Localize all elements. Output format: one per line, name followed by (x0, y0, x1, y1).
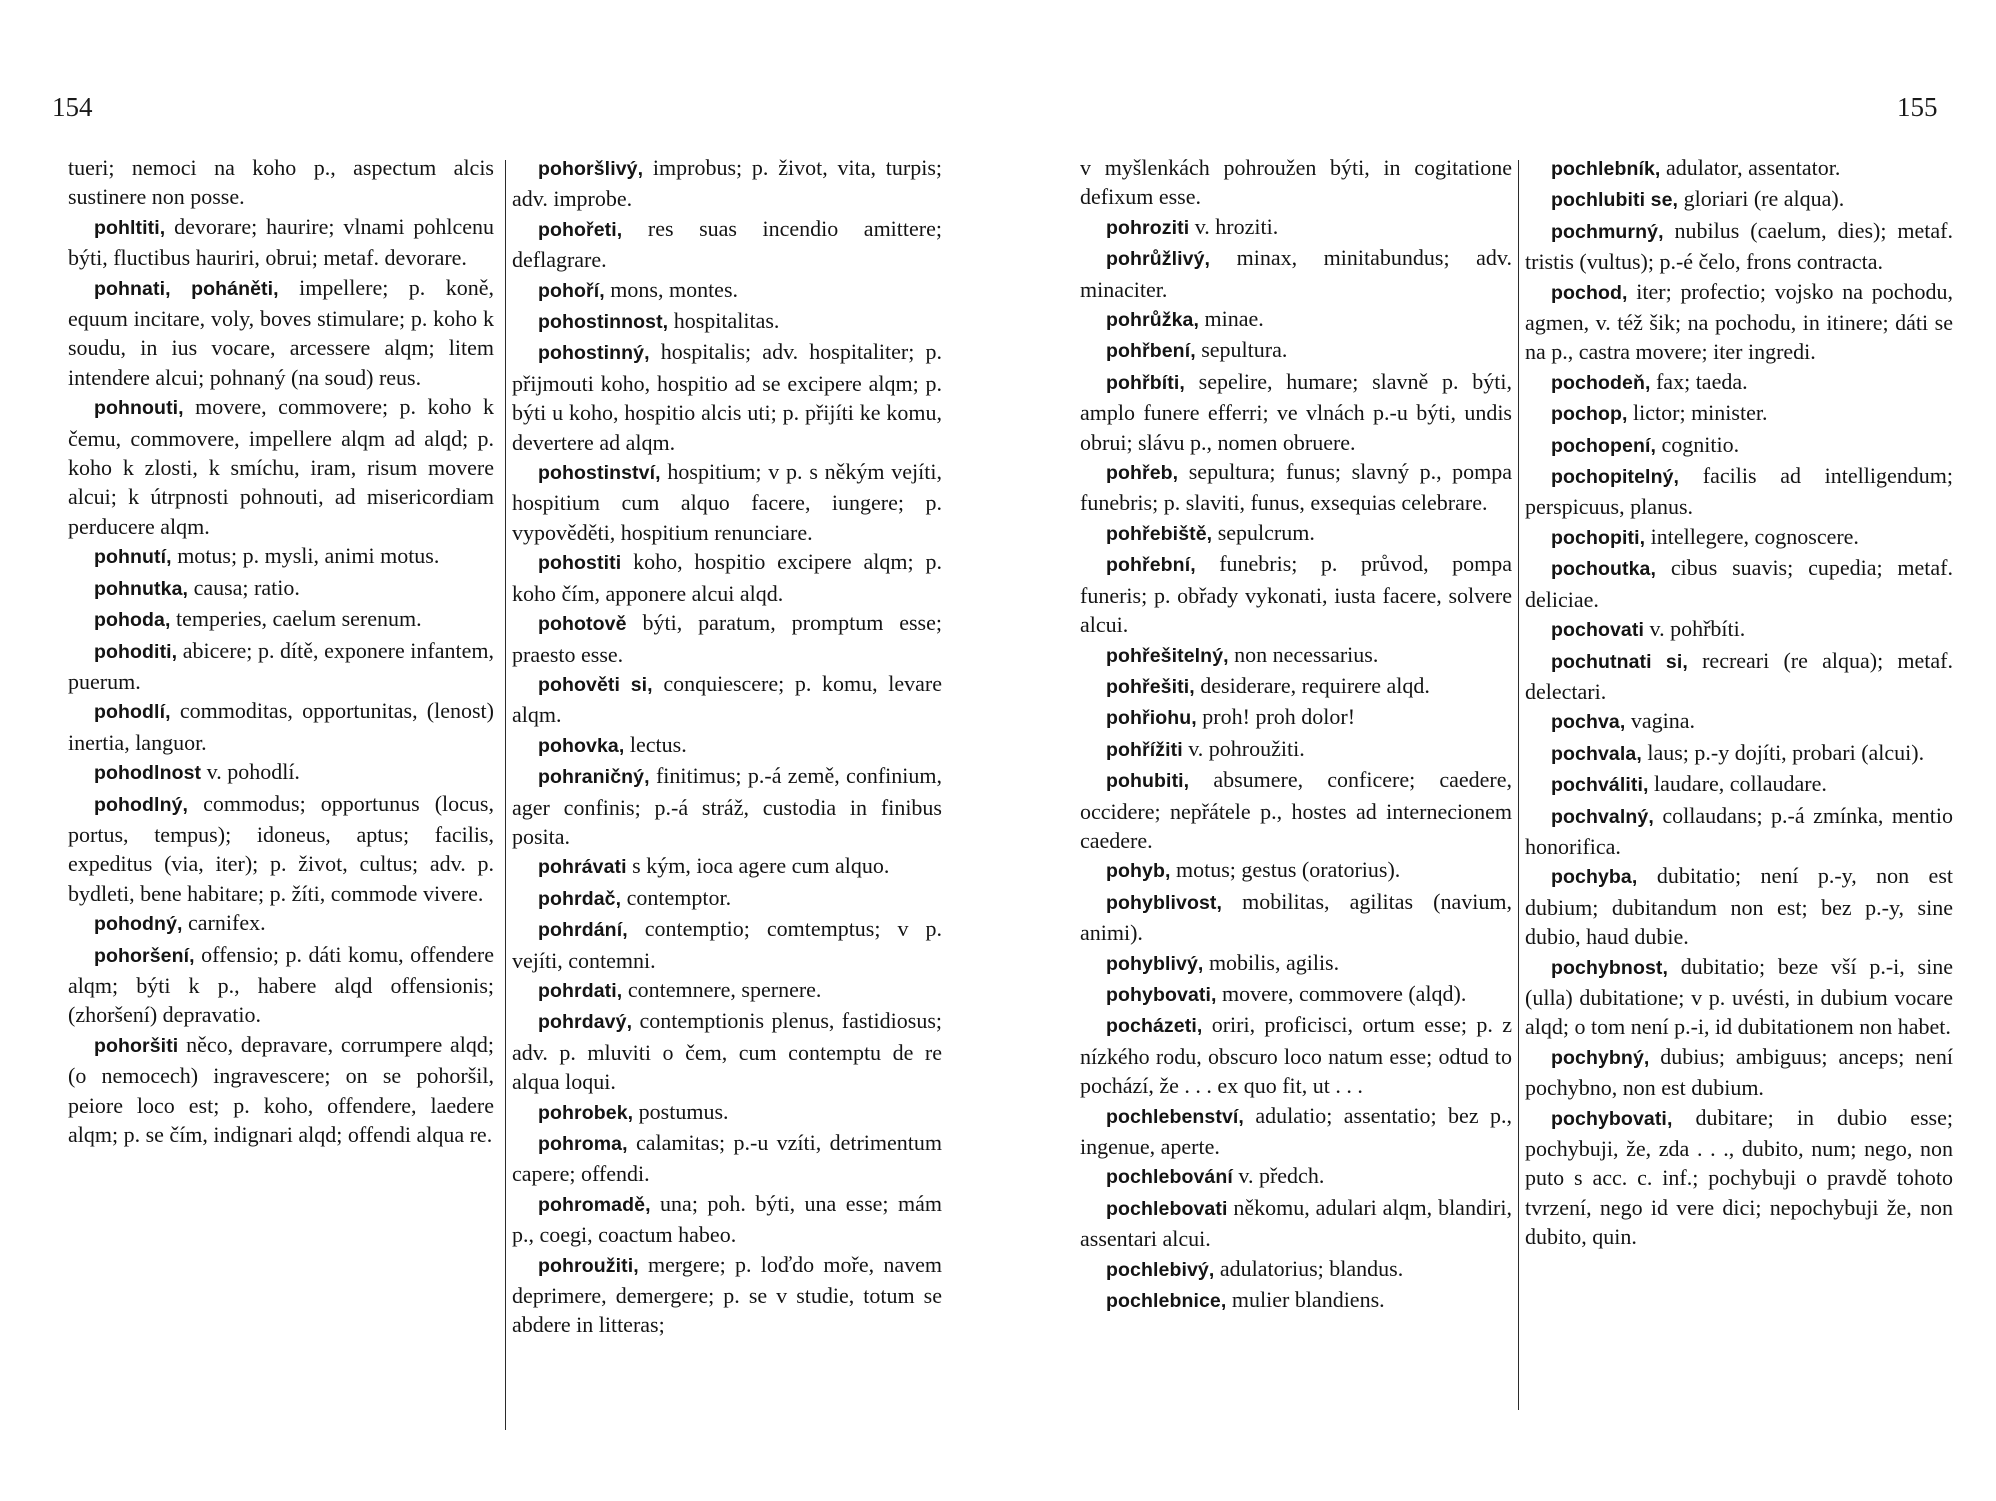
dictionary-entry (512, 851, 942, 882)
entry-definition: lectus. (624, 731, 687, 757)
entry-headword: pocházeti, (1106, 1015, 1203, 1038)
entry-headword: pohrdavý, (538, 1011, 633, 1034)
entry-definition: commoditas, opportunitas, (lenost) inertia, languor. (68, 698, 494, 755)
dictionary-entry (512, 1128, 942, 1189)
entry-definition: oriri, proficisci, ortum esse; p. z nízkého rodu, obscuro loco natum esse; odtud to pochází, že . . . ex quo fit, ut . . . (1080, 1012, 1512, 1099)
entry-definition: býti, paratum, promptum esse; praesto esse. (512, 610, 942, 667)
dictionary-entry (68, 789, 494, 909)
entry-headword: pohovka, (538, 734, 625, 757)
dictionary-entry (1525, 216, 1953, 277)
dictionary-entry (512, 883, 942, 914)
entry-headword: pohraničný, (538, 766, 650, 789)
dictionary-entry (1080, 671, 1512, 702)
dictionary-entry (1525, 277, 1953, 367)
dictionary-entry (1525, 738, 1953, 769)
entry-definition: dubitare; in dubio esse; pochybuji, že, zda . . ., dubito, num; nego, non puto s acc. c. inf.; pochybuji o pravdě tohoto tvrzení, nego id vere dici; nepochybuji že, non dubito, quin. (1525, 1104, 1953, 1250)
entry-definition: offensio; p. dáti komu, offendere alqm; býti k p., habere alqd offensionis; (zhoršení) depravatio. (68, 941, 494, 1028)
entry-definition: carnifex. (182, 910, 266, 936)
entry-definition: v. předch. (1232, 1163, 1325, 1189)
dictionary-entry (512, 914, 942, 975)
entry-headword: pochopiti, (1551, 526, 1646, 549)
entry-definition: fax; taeda. (1650, 368, 1748, 394)
entry-headword: pochop, (1551, 403, 1628, 426)
entry-headword: pohoršiti (94, 1034, 179, 1057)
dictionary-entry (1525, 801, 1953, 862)
entry-headword: pohroma, (538, 1133, 628, 1155)
entry-definition: mobilitas, agilitas (navium, animi). (1080, 888, 1512, 946)
entry-headword: pochodeň, (1551, 371, 1651, 394)
entry-headword: pohybovati, (1106, 983, 1217, 1006)
page-number-right: 155 (1897, 92, 1938, 122)
entry-definition: devorare; haurire; vlnami pohlcenu býti, fluctibus hauriri, obrui; metaf. devorare. (68, 213, 494, 271)
entry-definition: absumere, conficere; caedere, occidere; nepřátele p., hostes ad internecionem caedere. (1080, 767, 1512, 853)
dictionary-entry (1080, 1193, 1512, 1254)
entry-definition: mons, montes. (604, 276, 739, 302)
entry-definition: v. pohřbíti. (1644, 616, 1746, 642)
dictionary-entry (68, 541, 494, 572)
entry-definition: contemptionis plenus, fastidiosus; adv. p. mluviti o čem, cum contemptu de re alqua loqui. (512, 1008, 942, 1095)
dictionary-entry (1525, 461, 1953, 522)
dictionary-entry (1080, 153, 1512, 212)
column-rule-right-page (1518, 160, 1519, 1410)
dictionary-entry (512, 1006, 942, 1096)
dictionary-entry (512, 1097, 942, 1128)
dictionary-entry (68, 212, 494, 273)
entry-headword: pohodný, (94, 913, 183, 936)
entry-headword: pohostinství, (538, 462, 661, 485)
dictionary-entry (68, 636, 494, 697)
entry-definition: contemptio; comtemptus; v p. vejíti, contemni. (512, 916, 942, 973)
entry-definition: contemnere, spernere. (622, 976, 822, 1002)
entry-definition: movere, commovere (alqd). (1216, 980, 1467, 1006)
entry-headword: pohoda, (94, 609, 171, 632)
entry-definition: hospitium; v p. s někým vejíti, hospitium cum alquo facere, iungere; p. vypověděti, hospitium renunciare. (512, 459, 942, 545)
entry-headword: pohroužiti, (538, 1254, 639, 1277)
dictionary-entry (1525, 1103, 1953, 1252)
entry-definition: laudare, collaudare. (1648, 771, 1827, 797)
entry-definition: minae. (1199, 306, 1264, 332)
dictionary-entry (1080, 1161, 1512, 1192)
entry-headword: pohořeti, (538, 218, 623, 241)
dictionary-entry (68, 273, 494, 393)
entry-headword: pohostinný, (538, 342, 650, 365)
entry-headword: pochod, (1551, 281, 1628, 304)
entry-headword: pochlebovati (1106, 1197, 1228, 1220)
entry-definition: v. pohodlí. (201, 759, 300, 785)
entry-headword: pohřížiti (1106, 738, 1183, 761)
dictionary-entry (1525, 153, 1953, 184)
entry-headword: pochlebník, (1551, 158, 1661, 180)
dictionary-entry (512, 1189, 942, 1250)
entry-definition: sepultura. (1195, 337, 1288, 363)
dictionary-entry (1080, 1101, 1512, 1162)
entry-definition: motus; p. mysli, animi motus. (171, 543, 440, 569)
entry-headword: pohřebiště, (1106, 522, 1213, 545)
entry-headword: pochybovati, (1551, 1107, 1673, 1130)
entry-definition: commodus; opportunus (locus, portus, tempus); idoneus, aptus; facilis, expeditus (via, iter); p. život, cultus; adv. p. bydleti, bene habitare; p. žíti, commode vivere. (68, 790, 494, 906)
entry-definition: conquiescere; p. komu, levare alqm. (512, 670, 943, 728)
entry-headword: pohodlí, (94, 701, 171, 724)
entry-headword: pohrdač, (538, 887, 622, 910)
entry-headword: pohrdati, (538, 979, 623, 1002)
entry-definition: sepelire, humare; slavně p. býti, amplo funere efferri; ve vlnách p.-u býti, undis obrui; slávu p., nomen obruere. (1080, 368, 1512, 455)
entry-definition: funebris; p. průvod, pompa funeris; p. obřady vykonati, iusta facere, solvere alcui. (1080, 551, 1512, 638)
dictionary-entry (1525, 184, 1953, 215)
dictionary-entry (512, 337, 942, 457)
dictionary-entry (1525, 952, 1953, 1042)
entry-headword: pohltiti, (94, 216, 166, 239)
entry-headword: pochmurný, (1551, 220, 1664, 243)
dictionary-entry (512, 275, 942, 306)
dictionary-entry (1525, 522, 1953, 553)
entry-definition: improbus; p. život, vita, turpis; adv. improbe. (512, 155, 942, 212)
dictionary-entry (68, 757, 494, 788)
entry-definition: desiderare, requirere alqd. (1194, 672, 1430, 698)
dictionary-entry (1080, 765, 1512, 855)
entry-definition: una; poh. býti, una esse; mám p., coegi, coactum habeo. (512, 1190, 942, 1248)
entry-headword: pohřbení, (1106, 340, 1196, 363)
entry-headword: pohnutí, (94, 546, 172, 569)
entry-headword: pohyblivost, (1106, 891, 1223, 914)
dictionary-entry (1525, 769, 1953, 800)
entry-headword: pohnutka, (94, 577, 189, 600)
entry-definition: finitimus; p.-á země, confinium, ager confinis; p.-á stráž, custodia in finibus posita. (512, 763, 942, 849)
entry-definition: dubitatio; beze vší p.-i, sine (ulla) dubitatione; v p. uvésti, in dubium vocare alqd; o tom není p.-i, id dubitationem non habet. (1525, 953, 1953, 1040)
entry-headword: pochlebování (1106, 1166, 1233, 1189)
entry-headword: pochybný, (1551, 1046, 1650, 1069)
entry-headword: pohoršlivý, (538, 158, 644, 180)
dictionary-entry (1525, 553, 1953, 614)
entry-definition: adulator, assentator. (1660, 155, 1841, 180)
dictionary-entry (1080, 1285, 1512, 1316)
entry-headword: pohrůžka, (1106, 309, 1199, 332)
page-number-left: 154 (52, 92, 93, 122)
dictionary-entry (68, 604, 494, 635)
entry-headword: pohodlný, (94, 793, 189, 816)
entry-definition: dubius; ambiguus; anceps; není pochybno, non est dubium. (1525, 1043, 1953, 1101)
dictionary-entry (1080, 979, 1512, 1010)
entry-definition: sepultura; funus; slavný p., pompa funebris; p. slaviti, funus, exsequias celebrare. (1080, 459, 1512, 516)
entry-headword: pohřbíti, (1106, 371, 1185, 394)
entry-headword: pohrávati (538, 856, 627, 879)
entry-headword: pohroziti (1106, 216, 1190, 239)
dictionary-entry (512, 975, 942, 1006)
dictionary-entry (512, 547, 942, 608)
entry-definition: temperies, caelum serenum. (170, 606, 422, 632)
dictionary-entry (512, 457, 942, 547)
entry-headword: pohřešitelný, (1106, 644, 1229, 667)
entry-definition: calamitas; p.-u vzíti, detrimentum capere; offendi. (512, 1130, 942, 1187)
entry-headword: pochlebivý, (1106, 1258, 1215, 1281)
entry-definition: dubitatio; není p.-y, non est dubium; dubitandum non est; bez p.-y, sine dubio, haud dubie. (1525, 863, 1953, 950)
entry-headword: pohrdání, (538, 919, 628, 942)
entry-headword: pochlebenství, (1106, 1105, 1244, 1128)
entry-definition: abicere; p. dítě, exponere infantem, puerum. (68, 637, 494, 694)
dictionary-entry (68, 1030, 494, 1150)
dictionary-entry (1525, 706, 1953, 737)
entry-definition: v. hroziti. (1189, 213, 1279, 239)
dictionary-entry (1080, 1010, 1512, 1100)
entry-definition: cibus suavis; cupedia; metaf. deliciae. (1525, 555, 1953, 612)
entry-headword: pohnati, poháněti, (94, 277, 279, 300)
dictionary-entry (1525, 861, 1953, 951)
entry-definition: vagina. (1625, 708, 1696, 734)
entry-headword: pohyblivý, (1106, 952, 1204, 975)
entry-definition: nubilus (caelum, dies); metaf. tristis (vultus); p.-é čelo, frons contracta. (1525, 217, 1953, 275)
entry-headword: pochopitelný, (1551, 466, 1680, 489)
dictionary-entry (68, 940, 494, 1030)
entry-headword: pohoršení, (94, 944, 195, 967)
entry-definition: facilis ad intelligendum; perspicuus, planus. (1525, 463, 1953, 520)
dictionary-entry (1080, 304, 1512, 335)
entry-definition: recreari (re alqua); metaf. delectari. (1525, 647, 1953, 704)
entry-definition: sepulcrum. (1212, 519, 1315, 545)
entry-headword: pohoditi, (94, 640, 178, 663)
entry-definition: mulier blandiens. (1226, 1287, 1385, 1313)
dictionary-entry (1525, 1042, 1953, 1103)
entry-headword: pohřební, (1106, 554, 1196, 577)
entry-definition: causa; ratio. (188, 574, 300, 600)
entry-headword: pochvalný, (1551, 805, 1654, 828)
entry-headword: pochybnost, (1551, 956, 1669, 979)
dictionary-entry (512, 214, 942, 275)
dictionary-entry (68, 153, 494, 212)
column-rule-left-page (505, 160, 506, 1430)
entry-headword: pohřešiti, (1106, 675, 1195, 698)
entry-definition: iter; profectio; vojsko na pochodu, agmen, v. též šik; na pochodu, in itinere; dáti se na p., castra movere; iter ingredi. (1525, 278, 1953, 365)
entry-definition: v. pohroužiti. (1182, 735, 1305, 761)
entry-definition: mergere; p. loďdo moře, navem deprimere, demergere; p. se v studie, totum se abdere in litteras; (512, 1251, 942, 1338)
entry-definition: s kým, ioca agere cum alquo. (626, 853, 890, 879)
dictionary-entry (1525, 398, 1953, 429)
dictionary-entry (1080, 212, 1512, 243)
dictionary-entry (1080, 457, 1512, 518)
dictionary-entry (1525, 646, 1953, 707)
entry-definition: impellere; p. koně, equum incitare, voly, boves stimulare; p. koho k soudu, in ius vocare, arcessere alqm; litem intendere alcui; pohnaný (na soud) reus. (68, 274, 495, 390)
entry-headword: pohotově (538, 613, 627, 636)
right-page-column-1 (1080, 153, 1512, 1316)
entry-headword: pochva, (1551, 711, 1626, 734)
entry-definition: intellegere, cognoscere. (1645, 523, 1859, 549)
entry-definition: non necessarius. (1228, 641, 1379, 667)
dictionary-entry (1525, 614, 1953, 645)
entry-headword: pochovati (1551, 619, 1644, 642)
dictionary-entry (1080, 335, 1512, 366)
entry-definition: lictor; minister. (1627, 400, 1768, 426)
entry-headword: pohřeb, (1106, 462, 1179, 485)
entry-definition: hospitalis; adv. hospitaliter; p. přijmouti koho, hospitio ad se excipere alqm; p. býti u koho, hospitio alcis uti; p. přijíti ke komu, devertere ad alqm. (512, 339, 942, 455)
dictionary-entry (68, 392, 494, 541)
entry-definition: koho, hospitio excipere alqm; p. koho čím, apponere alcui alqd. (512, 549, 942, 606)
entry-definition: proh! proh dolor! (1196, 704, 1356, 730)
entry-definition: něco, depravare, corrumpere alqd; (o nemocech) ingravescere; on se pohoršil, peiore loco est; p. koho, offendere, laedere alqm; p. se čím, indignari alqd; offendi alqua re. (68, 1031, 494, 1147)
entry-definition: v myšlenkách pohroužen býti, in cogitatione defixum esse. (1080, 155, 1512, 210)
entry-headword: pochoutka, (1551, 558, 1657, 581)
entry-headword: pohřiohu, (1106, 707, 1197, 730)
entry-headword: pohromadě, (538, 1193, 651, 1216)
entry-definition: laus; p.-y dojíti, probari (alcui). (1641, 739, 1925, 765)
dictionary-entry (512, 608, 942, 669)
entry-headword: pochyba, (1551, 866, 1638, 889)
entry-headword: pochvala, (1551, 742, 1642, 765)
entry-definition: někomu, adulari alqm, blandiri, assentari alcui. (1080, 1194, 1512, 1252)
dictionary-entry (68, 908, 494, 939)
dictionary-entry (1080, 640, 1512, 671)
entry-definition: hospitalitas. (668, 308, 780, 334)
dictionary-entry (1080, 549, 1512, 639)
entry-headword: pohrobek, (538, 1101, 634, 1124)
entry-headword: pochopení, (1551, 434, 1656, 457)
dictionary-entry (1080, 243, 1512, 304)
entry-definition: mobilis, agilis. (1203, 949, 1340, 975)
dictionary-entry (1080, 855, 1512, 886)
entry-definition: res suas incendio amittere; deflagrare. (512, 215, 942, 273)
entry-headword: pohostiti (538, 552, 622, 575)
dictionary-entry (512, 761, 942, 851)
entry-definition: cognitio. (1656, 431, 1740, 457)
entry-definition: contemptor. (621, 884, 732, 910)
left-page-column-2 (512, 153, 942, 1340)
dictionary-entry (1080, 367, 1512, 457)
dictionary-entry (1080, 1254, 1512, 1285)
entry-headword: pohubiti, (1106, 770, 1190, 793)
entry-definition: movere, commovere; p. koho k čemu, commovere, impellere alqm ad alqd; p. koho k zlosti, k smíchu, iram, risum movere alcui; k útrpnosti pohnouti, ad misericordiam perducere alqm. (68, 394, 494, 539)
right-page-column-2 (1525, 153, 1953, 1252)
entry-definition: motus; gestus (oratorius). (1170, 857, 1401, 883)
entry-headword: pochváliti, (1551, 774, 1649, 797)
dictionary-entry (1525, 367, 1953, 398)
dictionary-entry (512, 1250, 942, 1340)
entry-headword: pochlubiti se, (1551, 189, 1679, 212)
entry-definition: adulatio; assentatio; bez p., ingenue, aperte. (1080, 1102, 1512, 1159)
entry-headword: pohověti si, (538, 673, 653, 696)
entry-definition: adulatorius; blandus. (1214, 1255, 1404, 1281)
dictionary-entry (1080, 518, 1512, 549)
entry-headword: pochlebnice, (1106, 1290, 1227, 1313)
entry-definition: collaudans; p.-á zmínka, mentio honorifica. (1525, 802, 1953, 859)
entry-definition: gloriari (re alqua). (1678, 186, 1845, 212)
dictionary-entry (512, 730, 942, 761)
dictionary-entry (1080, 734, 1512, 765)
dictionary-entry (1525, 430, 1953, 461)
entry-headword: pohnouti, (94, 397, 184, 420)
entry-definition: minax, minitabundus; adv. minaciter. (1080, 245, 1512, 302)
dictionary-entry (1080, 702, 1512, 733)
dictionary-entry (1080, 948, 1512, 979)
dictionary-entry (512, 153, 942, 214)
entry-headword: pochutnati si, (1551, 650, 1688, 673)
left-page-column-1 (68, 153, 494, 1149)
entry-headword: pohostinnost, (538, 311, 669, 334)
entry-headword: pohodlnost (94, 762, 202, 785)
dictionary-entry (512, 306, 942, 337)
dictionary-entry (1080, 887, 1512, 948)
dictionary-entry (512, 669, 942, 730)
entry-headword: pohoří, (538, 279, 605, 302)
entry-headword: pohrůžlivý, (1106, 248, 1211, 271)
dictionary-entry (68, 573, 494, 604)
entry-headword: pohyb, (1106, 860, 1171, 883)
dictionary-entry (68, 696, 494, 757)
entry-definition: postumus. (633, 1098, 729, 1124)
entry-definition: tueri; nemoci na koho p., aspectum alcis sustinere non posse. (68, 155, 494, 210)
